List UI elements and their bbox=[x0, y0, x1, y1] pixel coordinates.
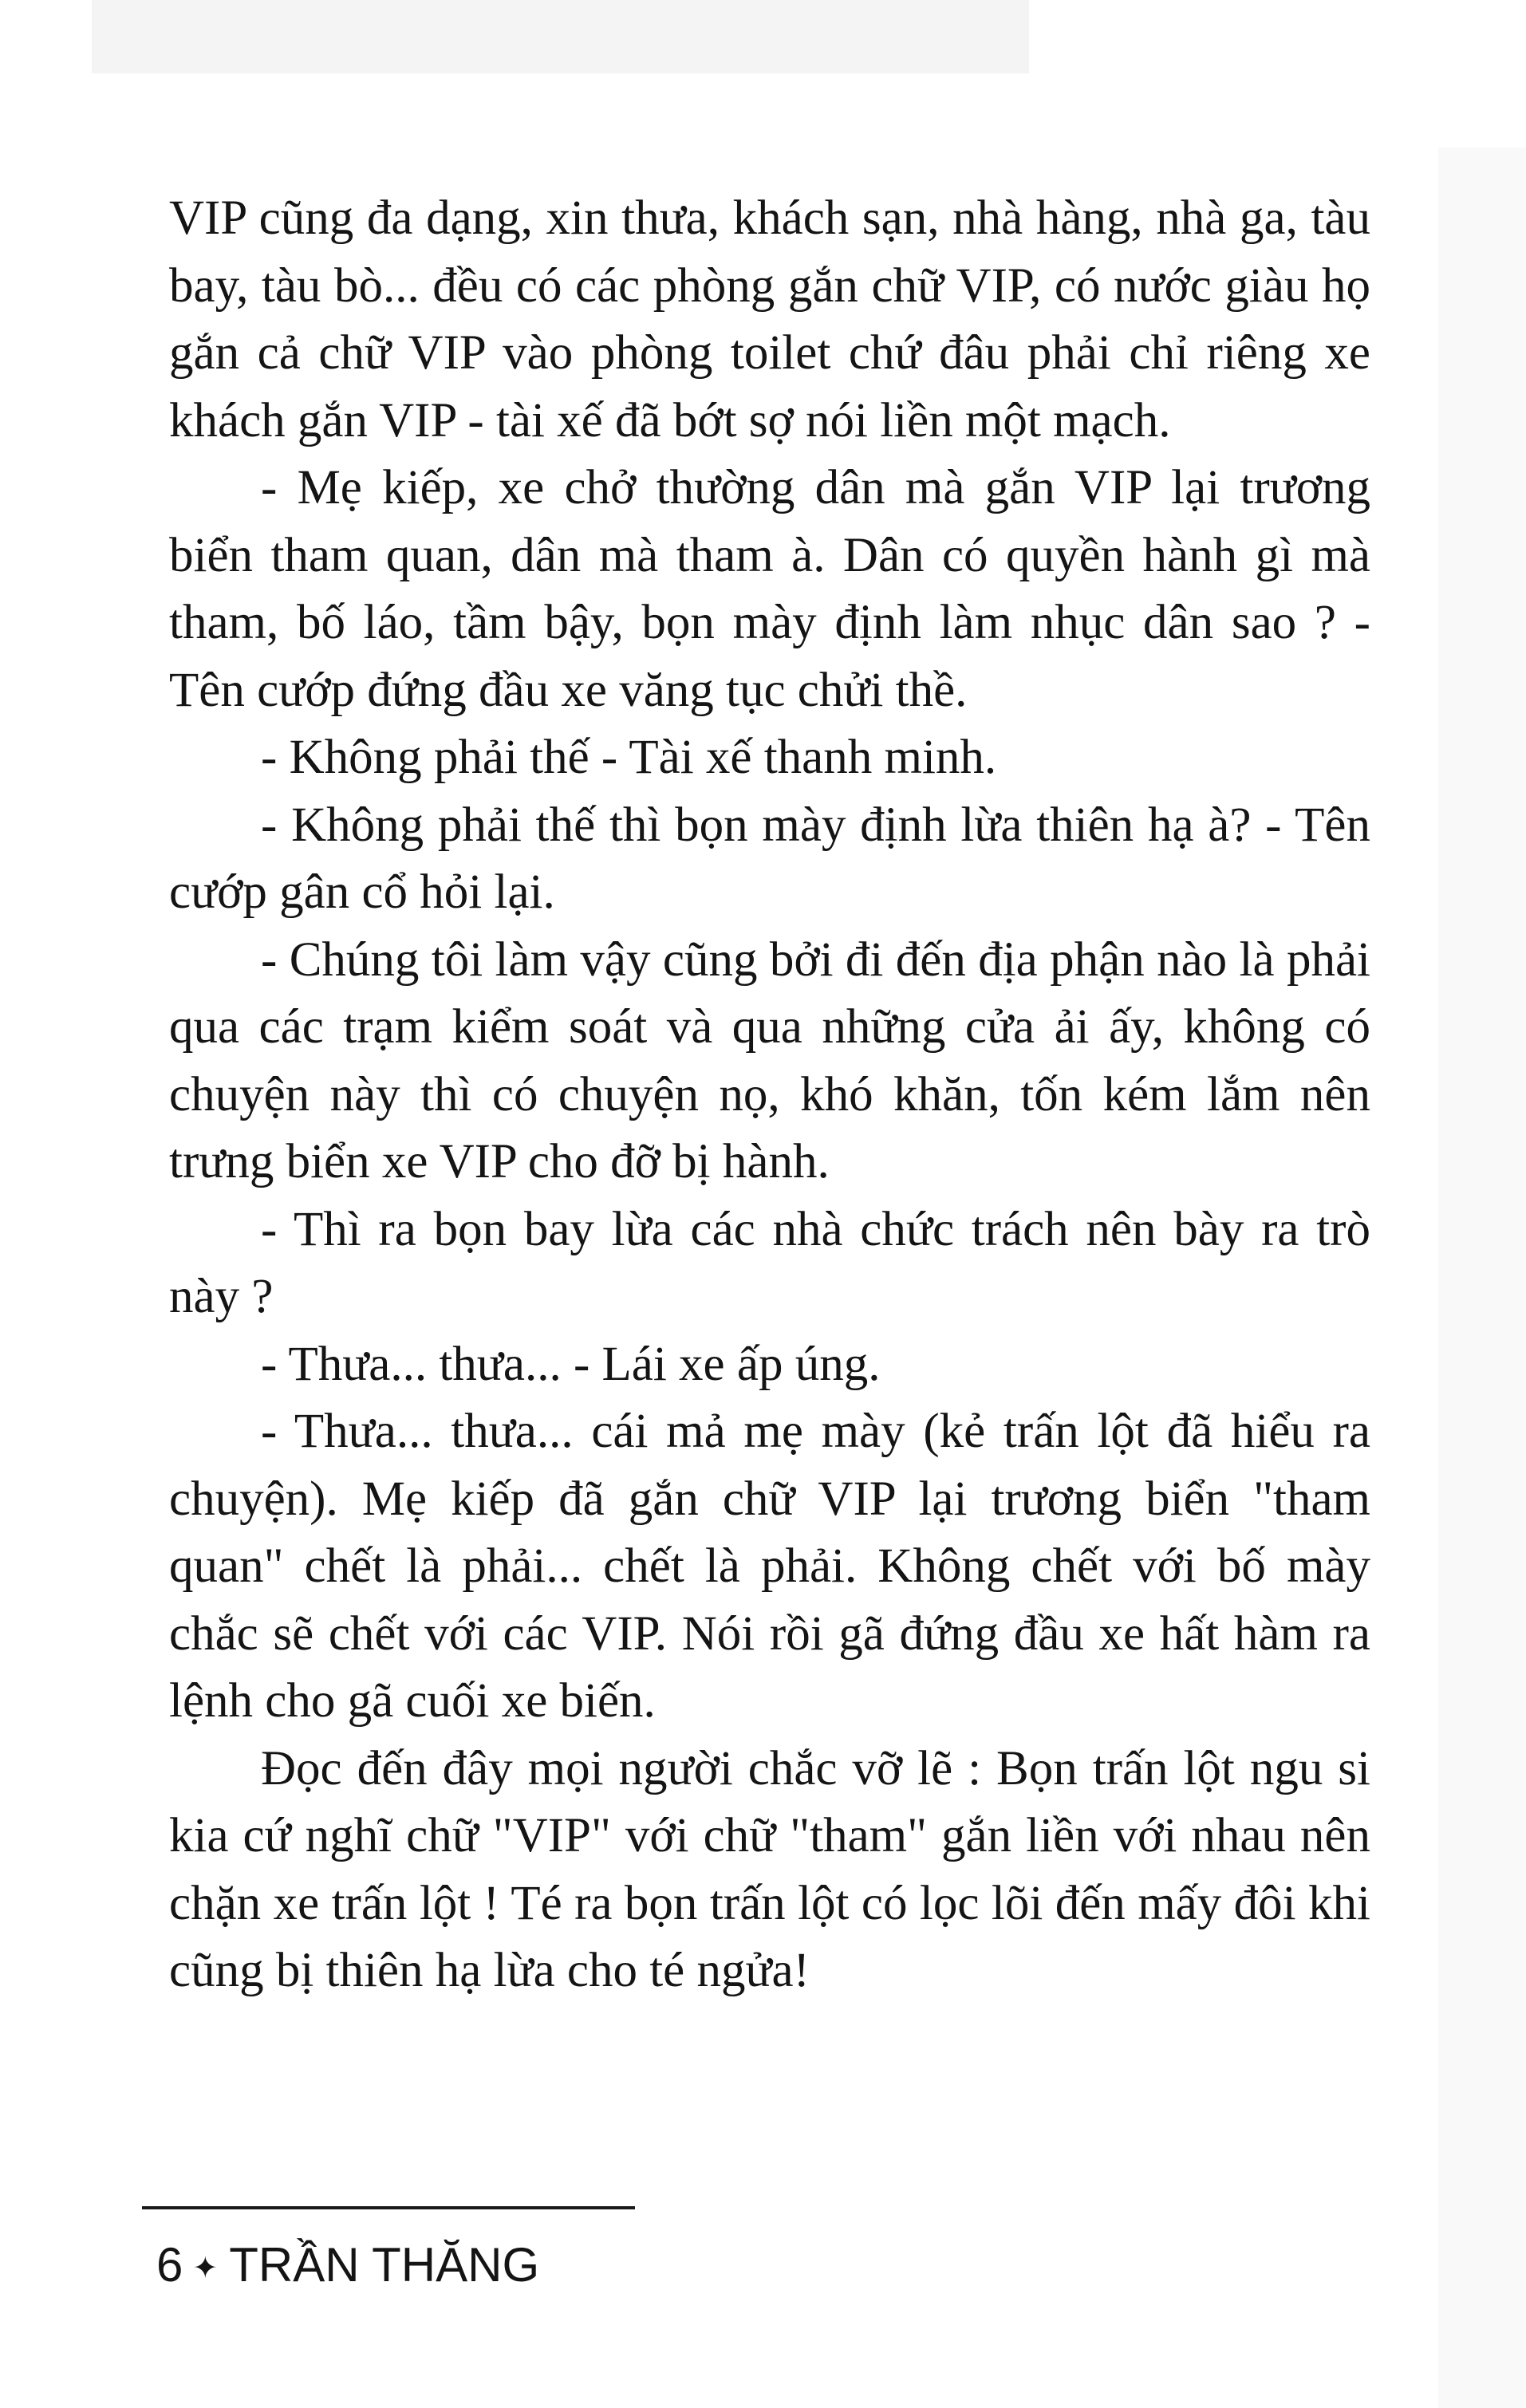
paragraph: - Không phải thế - Tài xế thanh minh. bbox=[261, 731, 997, 784]
page-number: 6 bbox=[156, 2238, 183, 2292]
paragraph: - Thưa... thưa... - Lái xe ấp úng. bbox=[261, 1337, 881, 1391]
paragraph: VIP cũng đa dạng, xin thưa, khách sạn, nhà hàng, nhà ga, tàu bay, tàu bò... đều có các phòng gắn chữ VIP, có nước giàu họ gắn cả chữ VIP vào phòng toilet chứ đâu phải chỉ riêng xe khách gắn VIP - tài xế đã bớt sợ nói liền một mạch. bbox=[169, 191, 1370, 447]
paragraph: - Mẹ kiếp, xe chở thường dân mà gắn VIP lại trương biển tham quan, dân mà tham à. Dân có quyền hành gì mà tham, bố láo, tầm bậy, bọn mày định làm nhục dân sao ? - Tên cướp đứng đầu xe văng tục chửi thề. bbox=[169, 461, 1370, 717]
scan-edge-shade bbox=[92, 0, 1029, 73]
paragraph: - Thưa... thưa... cái mả mẹ mày (kẻ trấn lột đã hiểu ra chuyện). Mẹ kiếp đã gắn chữ VIP lại trương biển "tham quan" chết là phải... chết là phải. Không chết với bố mày chắc sẽ chết với các VIP. Nói rồi gã đứng đầu xe hất hàm ra lệnh cho gã cuối xe biến. bbox=[169, 1405, 1370, 1728]
diamond-separator-icon: ✦ bbox=[192, 2252, 219, 2286]
scan-margin-shade bbox=[1438, 148, 1526, 2408]
paragraph: - Thì ra bọn bay lừa các nhà chức trách nên bày ra trò này ? bbox=[169, 1202, 1370, 1323]
paragraph: Đọc đến đây mọi người chắc vỡ lẽ : Bọn trấn lột ngu si kia cứ nghĩ chữ "VIP" với chữ "tham" gắn liền với nhau nên chặn xe trấn lột ! Té ra bọn trấn lột có lọc lõi đến mấy đôi khi cũng bị thiên hạ lừa cho té ngửa! bbox=[169, 1741, 1370, 1997]
author-name: TRẦN THĂNG bbox=[229, 2238, 540, 2292]
body-text bbox=[169, 185, 1370, 2005]
paragraph: - Chúng tôi làm vậy cũng bởi đi đến địa phận nào là phải qua các trạm kiểm soát và qua những cửa ải ấy, không có chuyện này thì có chuyện nọ, khó khăn, tốn kém lắm nên trưng biển xe VIP cho đỡ bị hành. bbox=[169, 932, 1370, 1188]
footer-rule bbox=[142, 2206, 635, 2209]
paragraph: - Không phải thế thì bọn mày định lừa thiên hạ à? - Tên cướp gân cổ hỏi lại. bbox=[169, 798, 1370, 919]
page-footer bbox=[156, 2235, 539, 2299]
